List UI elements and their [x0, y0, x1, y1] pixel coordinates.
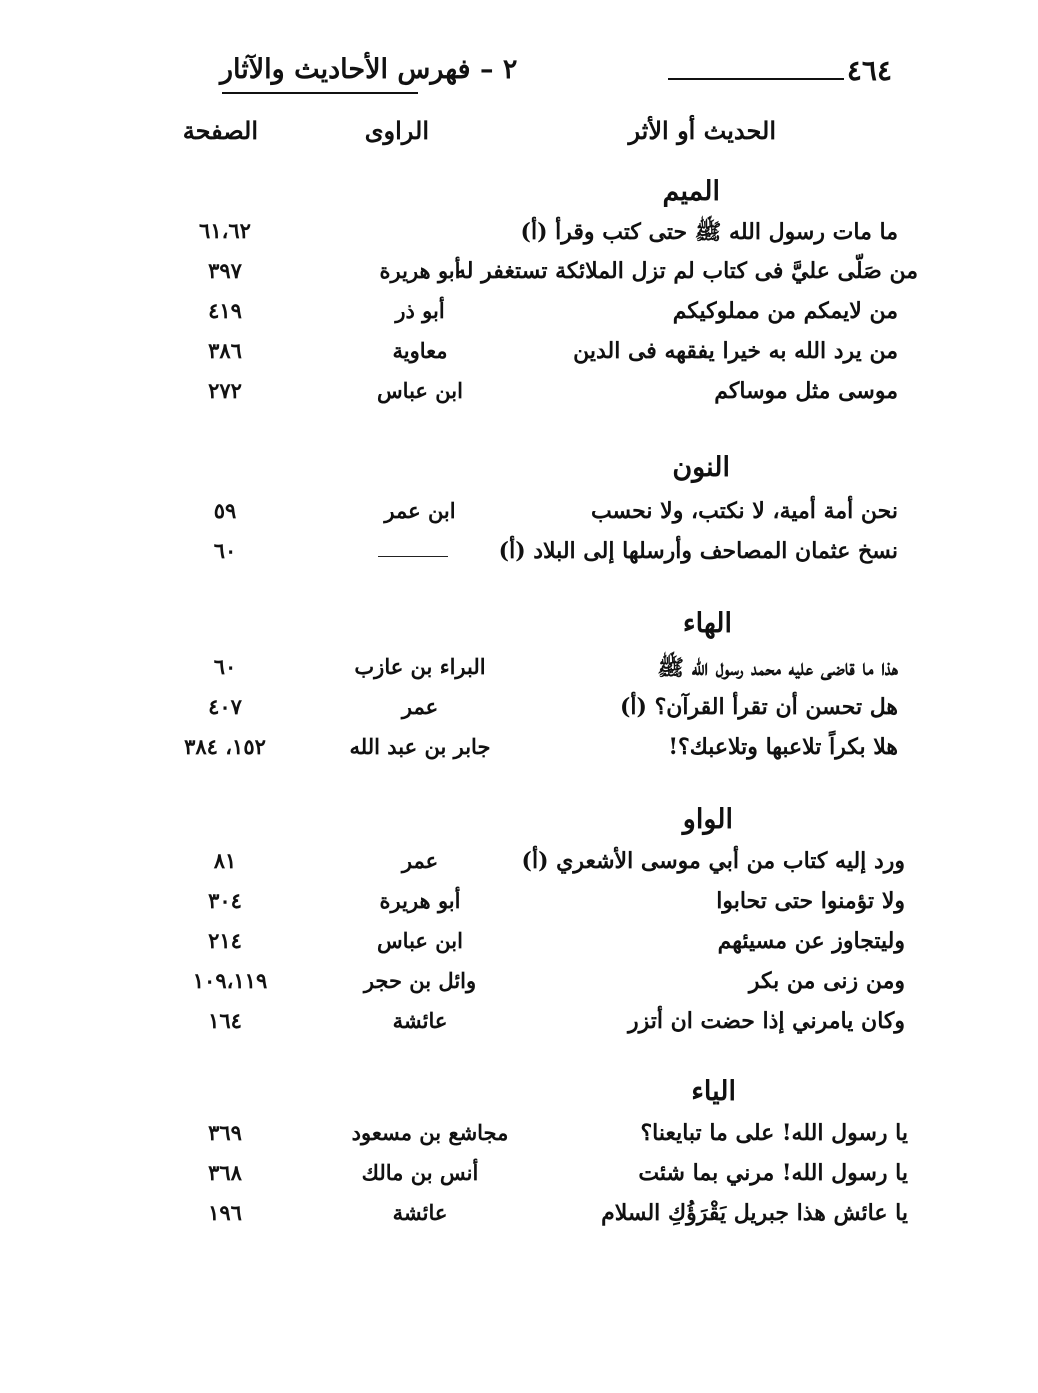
page-number: ٤٦٤ — [846, 54, 892, 87]
rawi: عمر — [401, 694, 439, 719]
running-title-underline — [222, 92, 418, 94]
hadith-text: ورد إليه كتاب من أبي موسى الأشعري (أ) — [521, 848, 905, 874]
list-item — [0, 538, 1038, 574]
hadith-text: هل تحسن أن تقرأ القرآن؟ (أ) — [620, 694, 898, 720]
page-ref: ٨١ — [213, 848, 237, 873]
list-item — [0, 1008, 1038, 1044]
section-title: الياء — [691, 1076, 736, 1107]
rawi: عمر — [401, 848, 439, 873]
rawi: أبو هريرة — [379, 258, 461, 283]
hadith-text: من لايمكم من مملوكيكم — [672, 298, 898, 324]
running-title: ٢ – فهرس الأحاديث والآثار — [220, 54, 518, 85]
column-header-page: الصفحة — [182, 116, 258, 145]
list-item — [0, 968, 1038, 1004]
header-rule — [668, 78, 844, 80]
rawi: ابن عباس — [377, 378, 463, 403]
page-ref: ١٦٤ — [208, 1008, 242, 1033]
hadith-text: يا رسول الله! مرني بما شئت — [638, 1160, 908, 1186]
list-item — [0, 734, 1038, 770]
hadith-text: موسى مثل موساكم — [714, 378, 898, 404]
page-ref: ٣٦٨ — [208, 1160, 242, 1185]
rawi: عائشة — [392, 1200, 448, 1225]
column-header-rawi: الراوى — [364, 116, 429, 145]
rawi: أنس بن مالك — [361, 1160, 479, 1185]
page-ref: ٣٠٤ — [208, 888, 242, 913]
list-item — [0, 1160, 1038, 1196]
list-item — [0, 218, 1038, 254]
section-title: الهاء — [682, 608, 732, 639]
list-item — [0, 1200, 1038, 1236]
rawi-dash — [378, 556, 448, 557]
page-ref: ٤١٩ — [208, 298, 242, 323]
list-item — [0, 258, 1038, 294]
page-ref: ٢٧٢ — [208, 378, 242, 403]
list-item — [0, 888, 1038, 924]
rawi: البراء بن عازب — [354, 654, 486, 679]
list-item — [0, 1120, 1038, 1156]
rawi: معاوية — [392, 338, 448, 363]
rawi: وائل بن حجر — [363, 968, 477, 993]
list-item — [0, 498, 1038, 534]
hadith-text: هلا بكراً تلاعبها وتلاعبك؟! — [668, 734, 898, 760]
hadith-text: نحن أمة أمية، لا نكتب، ولا نحسب — [590, 498, 898, 524]
hadith-text: وكان يامرني إذا حضت ان أتزر — [627, 1008, 905, 1034]
hadith-text: ما مات رسول الله ﷺ حتى كتب وقرأ (أ) — [520, 219, 898, 245]
page-ref: ٦١،٦٢ — [199, 218, 251, 243]
list-item — [0, 654, 1038, 690]
rawi: جابر بن عبد الله — [349, 734, 491, 759]
hadith-text: وليتجاوز عن مسيئهم — [717, 928, 905, 954]
hadith-text: هذا ما قاضى عليه محمد رسول الله ﷺ — [657, 655, 898, 681]
list-item — [0, 338, 1038, 374]
list-item — [0, 694, 1038, 730]
list-item — [0, 928, 1038, 964]
rawi: ابن عمر — [384, 498, 456, 523]
page-ref: ٥٩ — [213, 498, 237, 523]
rawi: أبو ذر — [395, 298, 445, 323]
hadith-text: ولا تؤمنوا حتى تحابوا — [716, 888, 905, 914]
hadith-text: نسخ عثمان المصاحف وأرسلها إلى البلاد (أ) — [498, 538, 898, 564]
section-title: الواو — [682, 804, 733, 835]
page-ref: ١٠٩،١١٩ — [192, 968, 268, 993]
page-ref: ٣٨٦ — [208, 338, 242, 363]
page-ref: ٤٠٧ — [208, 694, 242, 719]
rawi: ابن عباس — [377, 928, 463, 953]
hadith-text: يا رسول الله! على ما تبايعنا؟ — [640, 1120, 908, 1146]
page-ref: ٢١٤ — [208, 928, 242, 953]
rawi: عائشة — [392, 1008, 448, 1033]
page-ref: ٣٩٧ — [208, 258, 242, 283]
list-item — [0, 298, 1038, 334]
rawi: أبو هريرة — [379, 888, 461, 913]
hadith-text: من صَلّى عليَّ فى كتاب لم تزل الملائكة تستغفر له — [455, 258, 918, 284]
section-title: الميم — [662, 176, 720, 207]
column-headers — [0, 116, 1038, 152]
list-item — [0, 848, 1038, 884]
hadith-text: من يرد الله به خيرا يفقهه فى الدين — [573, 338, 898, 364]
page-header — [220, 54, 892, 94]
list-item — [0, 378, 1038, 414]
page-ref: ٦٠ — [213, 538, 237, 563]
page-ref: ٣٦٩ — [208, 1120, 242, 1145]
section-title: النون — [672, 452, 730, 483]
column-header-hadith: الحديث أو الأثر — [628, 116, 776, 145]
page-ref: ١٥٢، ٣٨٤ — [184, 734, 266, 759]
rawi: مجاشع بن مسعود — [351, 1120, 509, 1145]
hadith-text: ومن زنى من بكر — [748, 968, 905, 994]
page-ref: ٦٠ — [213, 654, 237, 679]
page-ref: ١٩٦ — [208, 1200, 242, 1225]
hadith-text: يا عائش هذا جبريل يَقْرَؤُكِ السلام — [601, 1200, 908, 1226]
